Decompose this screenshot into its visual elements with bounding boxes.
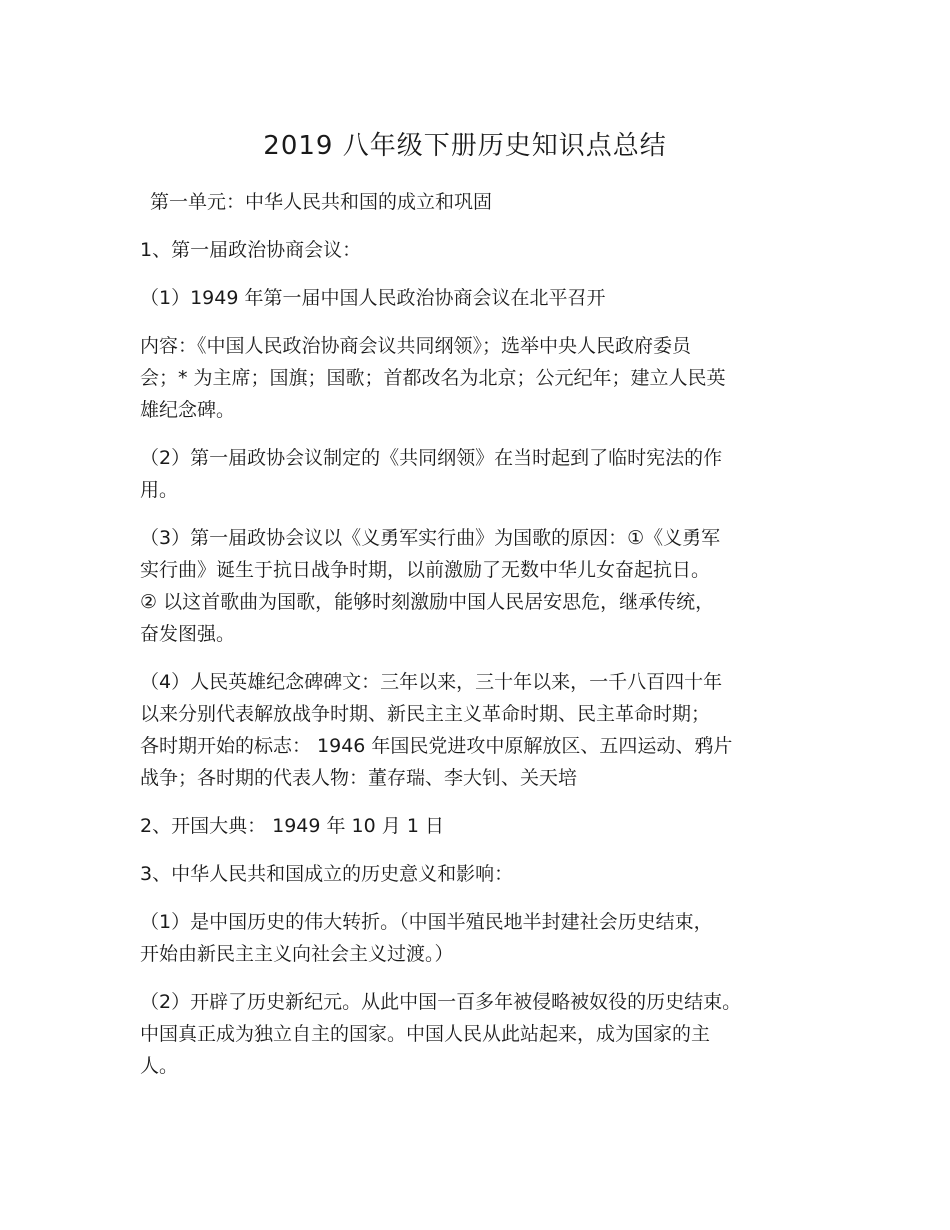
text-line: 会；* 为主席；国旗；国歌；首都改名为北京；公元纪年；建立人民英 bbox=[140, 367, 726, 389]
text-line: 内容：《中国人民政治协商会议共同纲领》；选举中央人民政府委员 bbox=[140, 335, 692, 357]
text-line: 各时期开始的标志： 1946 年国民党进攻中原解放区、五四运动、鸦片 bbox=[140, 735, 733, 757]
text-line: 人。 bbox=[140, 1055, 179, 1077]
text-line: 中国真正成为独立自主的国家。中国人民从此站起来，成为国家的主 bbox=[140, 1023, 711, 1045]
section-2-heading: 2、开国大典： 1949 年 10 月 1 日 bbox=[140, 815, 444, 837]
section-1-content-paragraph bbox=[140, 330, 790, 426]
section-1-item-2 bbox=[140, 442, 790, 506]
text-line: 用。 bbox=[140, 479, 179, 501]
text-line: 战争；各时期的代表人物：董存瑞、李大钊、关天培 bbox=[140, 767, 578, 789]
text-line: （2）第一届政协会议制定的《共同纲领》在当时起到了临时宪法的作 bbox=[140, 447, 723, 469]
text-line: 以来分别代表解放战争时期、新民主主义革命时期、民主革命时期； bbox=[140, 703, 711, 725]
text-line: 奋发图强。 bbox=[140, 623, 236, 645]
document-title: 2019 八年级下册历史知识点总结 bbox=[263, 131, 667, 161]
text-line: （1）是中国历史的伟大转折。（中国半殖民地半封建社会历史结束， bbox=[140, 911, 713, 933]
text-line: （4）人民英雄纪念碑碑文：三年以来，三十年以来，一千八百四十年 bbox=[140, 671, 723, 693]
document-body bbox=[140, 126, 790, 1098]
section-3-item-2 bbox=[140, 986, 790, 1082]
text-line: 实行曲》诞生于抗日战争时期，以前激励了无数中华儿女奋起抗日。 bbox=[140, 559, 711, 581]
section-3-heading: 3、中华人民共和国成立的历史意义和影响： bbox=[140, 863, 514, 885]
text-line: （3）第一届政协会议以《义勇军实行曲》为国歌的原因：①《义勇军 bbox=[140, 527, 721, 549]
section-1-item-4 bbox=[140, 666, 790, 794]
section-1-heading: 1、第一届政治协商会议： bbox=[140, 239, 362, 261]
unit-heading: 第一单元：中华人民共和国的成立和巩固 bbox=[150, 191, 493, 213]
section-3-item-1 bbox=[140, 906, 790, 970]
text-line: 开始由新民主主义向社会主义过渡。） bbox=[140, 943, 454, 965]
text-line: （2）开辟了历史新纪元。从此中国一百多年被侵略被奴役的历史结束。 bbox=[140, 991, 742, 1013]
text-line: ② 以这首歌曲为国歌，能够时刻激励中国人民居安思危，继承传统， bbox=[140, 591, 715, 613]
text-line: 雄纪念碑。 bbox=[140, 399, 236, 421]
section-1-item-1: （1）1949 年第一届中国人民政治协商会议在北平召开 bbox=[140, 287, 606, 309]
section-1-item-3 bbox=[140, 522, 790, 650]
